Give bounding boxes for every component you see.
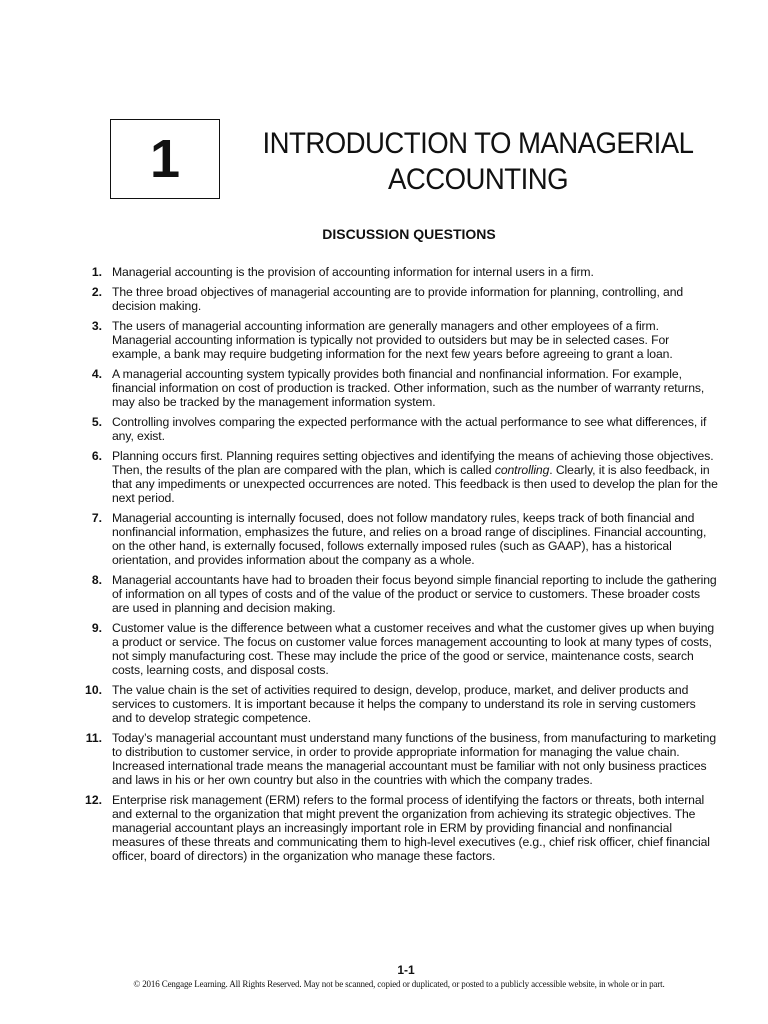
question-item: [70, 319, 718, 361]
discussion-questions-list: [70, 265, 718, 869]
question-item: [70, 415, 718, 443]
question-number: 7.: [91, 511, 102, 525]
question-number: 3.: [91, 319, 102, 333]
question-number: 6.: [91, 449, 102, 463]
question-text-emphasis: controlling: [494, 463, 550, 477]
question-text: The value chain is the set of activities required to design, develop, produce, market, and deliver products and services to customers. It is important because it helps the company to understand its role in serving customers and to develop strategic competence.: [112, 683, 696, 725]
question-text-part: Planning occurs first. Planning requires setting objectives and identifying the means of achieving those objectives. Then, the results of the plan are compared with the plan, which is called: [112, 449, 714, 477]
question-item: [70, 511, 718, 567]
question-number: 11.: [85, 731, 102, 745]
chapter-title-line-1: INTRODUCTION TO MANAGERIAL: [262, 127, 694, 160]
question-number: 1.: [91, 265, 102, 279]
question-item: [70, 367, 718, 409]
question-number: 9.: [91, 621, 102, 635]
question-text-part: . Clearly, it is also feedback, in that any impediments or unexpected occurrences are noted. This feedback is then used to develop the plan for the next period.: [112, 463, 718, 505]
question-number: 4.: [91, 367, 102, 381]
page-number: 1-1: [397, 963, 415, 977]
question-text: A managerial accounting system typically provides both financial and nonfinancial information. For example, financial information on cost of production is tracked. Other information, such as the number of warranty returns, may also be tracked by the management information system.: [112, 367, 705, 409]
chapter-number: 1: [149, 129, 181, 189]
question-item: [70, 683, 718, 725]
question-number: 12.: [85, 793, 102, 807]
chapter-title: [257, 126, 699, 198]
question-item: [70, 621, 718, 677]
section-heading: DISCUSSION QUESTIONS: [322, 226, 496, 242]
question-text: Managerial accounting is the provision of accounting information for internal users in a firm.: [112, 265, 594, 279]
question-number: 5.: [91, 415, 102, 429]
chapter-title-line-2: ACCOUNTING: [387, 163, 569, 196]
question-number: 10.: [85, 683, 102, 697]
question-text: Enterprise risk management (ERM) refers to the formal process of identifying the factors or threats, both internal and external to the organization that might prevent the organization from achieving its strategic objectives. The managerial accountant plays an increasingly important role in ERM by providing financial and nonfinancial measures of these threats and communicating them to high-level executives (e.g., chief risk officer, chief financial officer, board of directors) in the organization who manage these factors.: [112, 793, 710, 863]
question-text: Controlling involves comparing the expected performance with the actual performance to see what differences, if any, exist.: [112, 415, 707, 443]
question-text: The users of managerial accounting information are generally managers and other employees of a firm. Managerial accounting information is typically not provided to outsiders but may be in selected cases. For example, a bank may require budgeting information for the next few years before agreeing to grant a loan.: [112, 319, 673, 361]
question-text: Managerial accountants have had to broaden their focus beyond simple financial reporting to include the gathering of information on all types of costs and of the value of the product or service to customers. These broader costs are used in planning and decision making.: [112, 573, 717, 615]
question-item: [70, 265, 718, 279]
question-text: Customer value is the difference between what a customer receives and what the customer gives up when buying a product or service. The focus on customer value forces management accounting to look at many types of costs, not simply manufacturing cost. These may include the price of the good or service, maintenance costs, search costs, learning costs, and disposal costs.: [112, 621, 715, 677]
question-item: [70, 573, 718, 615]
chapter-number-box: [110, 119, 220, 199]
question-number: 8.: [91, 573, 102, 587]
question-text: Today’s managerial accountant must understand many functions of the business, from manufacturing to marketing to distribution to customer service, in order to provide appropriate information for managing the value chain. Increased international trade means the managerial accountant must be familiar with not only business practices and laws in his or her own country but also in the countries with which the company trades.: [112, 731, 716, 787]
question-text: Managerial accounting is internally focused, does not follow mandatory rules, keeps track of both financial and nonfinancial information, emphasizes the future, and relies on a broad range of disciplines. Financial accounting, on the other hand, is externally focused, follows externally imposed rules (such as GAAP), has a historical orientation, and provides information about the company as a whole.: [112, 511, 707, 567]
question-item: [70, 449, 718, 505]
question-item: [70, 731, 718, 787]
question-number: 2.: [91, 285, 102, 299]
question-item: [70, 285, 718, 313]
question-item: [70, 793, 718, 863]
copyright-notice: © 2016 Cengage Learning. All Rights Reserved. May not be scanned, copied or duplicated, or posted to a publicly accessible website, in whole or in part.: [133, 979, 665, 989]
question-text: The three broad objectives of managerial accounting are to provide information for planning, controlling, and decision making.: [112, 285, 684, 313]
question-text: [112, 449, 718, 505]
